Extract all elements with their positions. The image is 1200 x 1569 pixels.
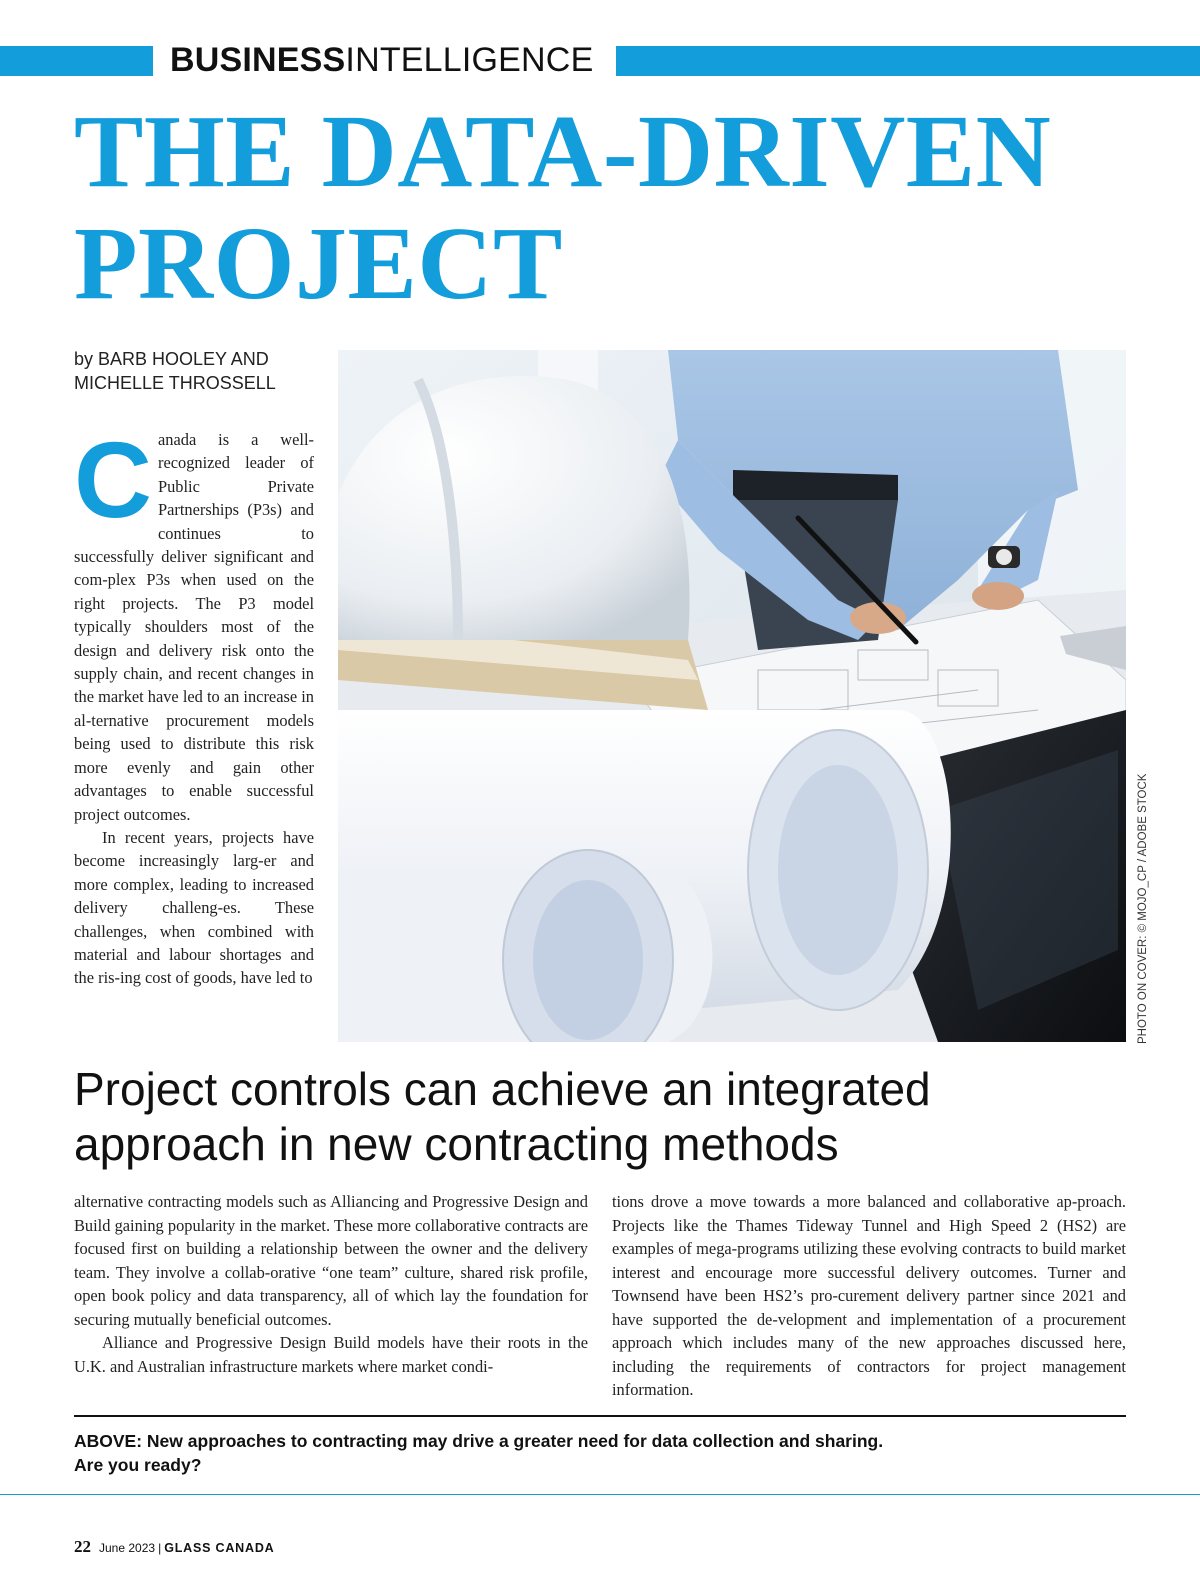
caption-divider xyxy=(74,1415,1126,1417)
photo-caption xyxy=(74,1429,1126,1477)
footer-separator: | xyxy=(158,1541,162,1555)
body-column-2 xyxy=(612,1190,1126,1402)
section-banner-right-bar xyxy=(616,46,1200,76)
byline-line-2: MICHELLE THROSSELL xyxy=(74,373,276,393)
body-column-1 xyxy=(74,1190,588,1378)
headline xyxy=(74,96,1174,320)
body-paragraph: alternative contracting models such as Alliancing and Progressive Design and Build gaining popularity in the market. These more collaborative contracts are focused first on building a relationship between the owner and the delivery team. They involve a collab-orative “one team” culture, shared risk profile, open book policy and data transparency, all of which lay the foundation for securing mutually beneficial outcomes. xyxy=(74,1192,588,1329)
section-label xyxy=(170,40,593,80)
section-label-bold: BUSINESS xyxy=(170,41,346,79)
subheadline xyxy=(74,1062,1134,1172)
intro-column xyxy=(74,419,314,990)
byline-line-1: by BARB HOOLEY AND xyxy=(74,349,269,369)
footer-divider xyxy=(0,1494,1200,1495)
page-number: 22 xyxy=(74,1537,91,1556)
section-banner-left-bar xyxy=(0,46,153,76)
subheadline-line-1: Project controls can achieve an integrated xyxy=(74,1063,931,1115)
headline-line-1: THE DATA-DRIVEN xyxy=(74,94,1052,209)
photo-credit: PHOTO ON COVER: © MOJO_CP / ADOBE STOCK xyxy=(1137,773,1149,1044)
architect-drawing-photo xyxy=(338,350,1126,1042)
body-paragraph: Alliance and Progressive Design Build models have their roots in the U.K. and Australian infrastructure markets where market condi- xyxy=(74,1333,588,1376)
section-label-light: INTELLIGENCE xyxy=(345,41,594,79)
caption-line-2: Are you ready? xyxy=(74,1455,202,1475)
headline-line-2: PROJECT xyxy=(74,206,563,321)
byline xyxy=(74,347,334,395)
drop-cap: C xyxy=(74,419,152,540)
body-paragraph: tions drove a move towards a more balanced and collaborative ap-proach. Projects like the Thames Tideway Tunnel and High Speed 2 (HS2) are examples of mega-programs utilizing these evolving contracts to build market interest and encourage more successful delivery outcomes. Turner and Townsend have been HS2’s pro-curement delivery partner since 2021 and have supported the de-velopment and implementation of a procurement approach which includes many of the new approaches discussed here, including the requirements of contractors for project management information. xyxy=(612,1192,1126,1399)
caption-line-1: ABOVE: New approaches to contracting may drive a greater need for data collection and sharing. xyxy=(74,1431,884,1451)
subheadline-line-2: approach in new contracting methods xyxy=(74,1118,839,1170)
issue-date: June 2023 xyxy=(99,1541,156,1555)
magazine-name: GLASS CANADA xyxy=(164,1541,275,1555)
intro-paragraph-1: anada is a well-recognized leader of Public Private Partnerships (P3s) and continues to successfully deliver significant and com-plex P3s when used on the right projects. The P3 model typically shoulders most of the design and delivery risk onto the supply chain, and recent changes in the market have led to an increase in al-ternative procurement models being used to distribute this risk more evenly and gain other advantages to enable successful project outcomes. xyxy=(74,430,314,824)
page-footer xyxy=(74,1536,274,1558)
intro-paragraph-2: In recent years, projects have become increasingly larg-er and more complex, leading to increased delivery challeng-es. These challenges, when combined with material and labour shortages and the ris-ing cost of goods, have led to xyxy=(74,827,314,988)
